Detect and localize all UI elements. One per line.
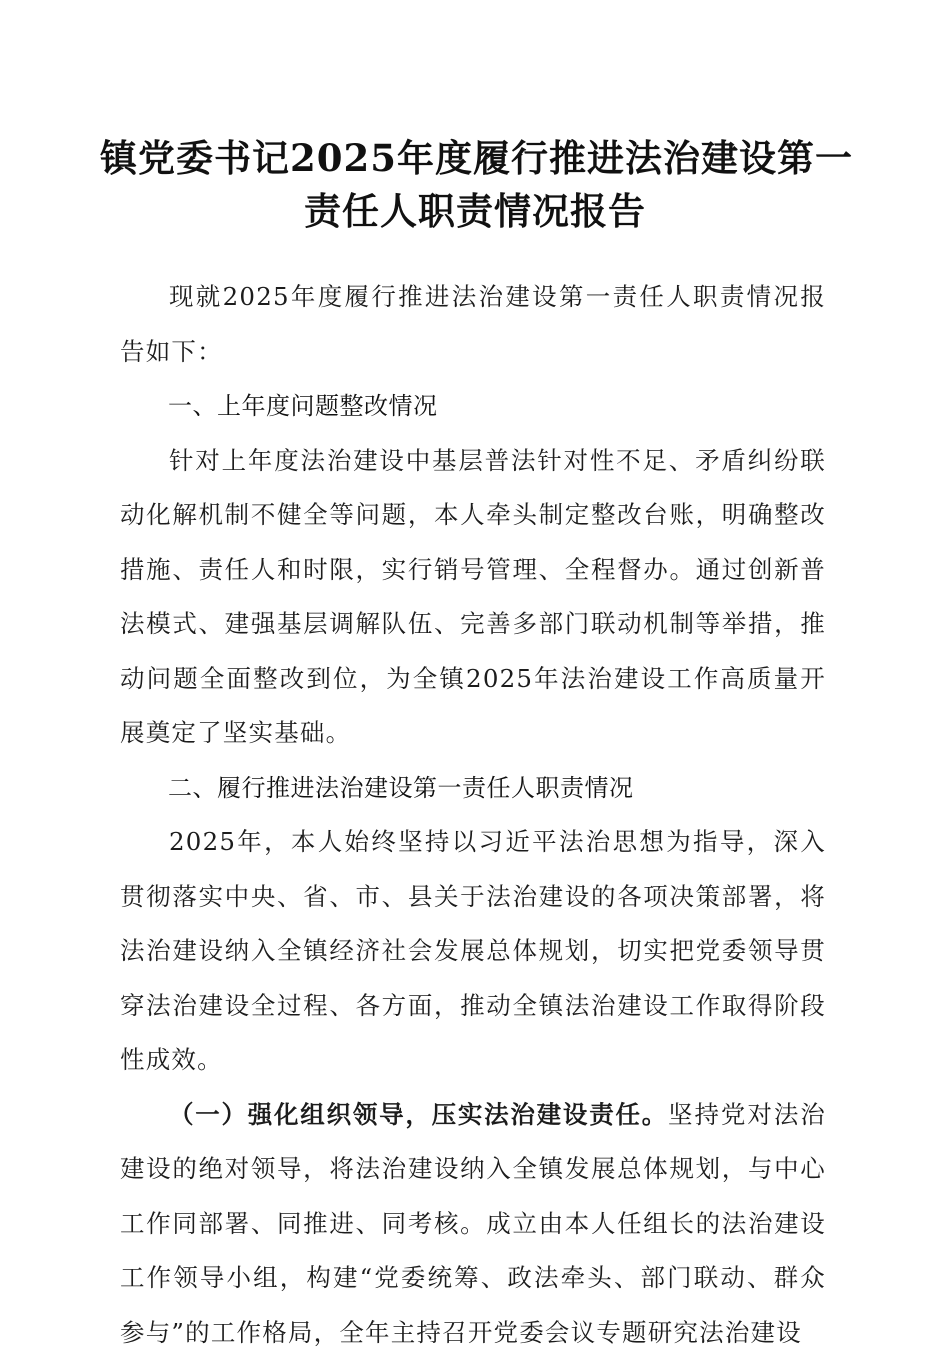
intro-paragraph: 现就2025年度履行推进法治建设第一责任人职责情况报告如下： bbox=[120, 270, 826, 379]
title-line-1: 镇党委书记2025年度履行推进法治建设第一 bbox=[100, 132, 850, 185]
title-line-2: 责任人职责情况报告 bbox=[100, 185, 850, 238]
subsection-1-heading: （一）强化组织领导，压实法治建设责任。 bbox=[169, 1100, 668, 1129]
document-body bbox=[120, 270, 826, 1360]
section-1-paragraph: 针对上年度法治建设中基层普法针对性不足、矛盾纠纷联动化解机制不健全等问题，本人牵头制定整改台账，明确整改措施、责任人和时限，实行销号管理、全程督办。通过创新普法模式、建强基层调解队伍、完善多部门联动机制等举措，推动问题全面整改到位，为全镇2025年法治建设工作高质量开展奠定了坚实基础。 bbox=[120, 434, 826, 761]
document-title bbox=[100, 132, 850, 238]
section-2-paragraph: 2025年，本人始终坚持以习近平法治思想为指导，深入贯彻落实中央、省、市、县关于法治建设的各项决策部署，将法治建设纳入全镇经济社会发展总体规划，切实把党委领导贯穿法治建设全过程、各方面，推动全镇法治建设工作取得阶段性成效。 bbox=[120, 815, 826, 1088]
section-1-heading: 一、上年度问题整改情况 bbox=[120, 379, 826, 434]
section-2-heading: 二、履行推进法治建设第一责任人职责情况 bbox=[120, 761, 826, 816]
subsection-1-text: 坚持党对法治建设的绝对领导，将法治建设纳入全镇发展总体规划，与中心工作同部署、同推进、同考核。成立由本人任组长的法治建设工作领导小组，构建“党委统筹、政法牵头、部门联动、群众参与”的工作格局，全年主持召开党委会议专题研究法治建设 bbox=[120, 1100, 826, 1347]
subsection-1-paragraph bbox=[120, 1088, 826, 1360]
